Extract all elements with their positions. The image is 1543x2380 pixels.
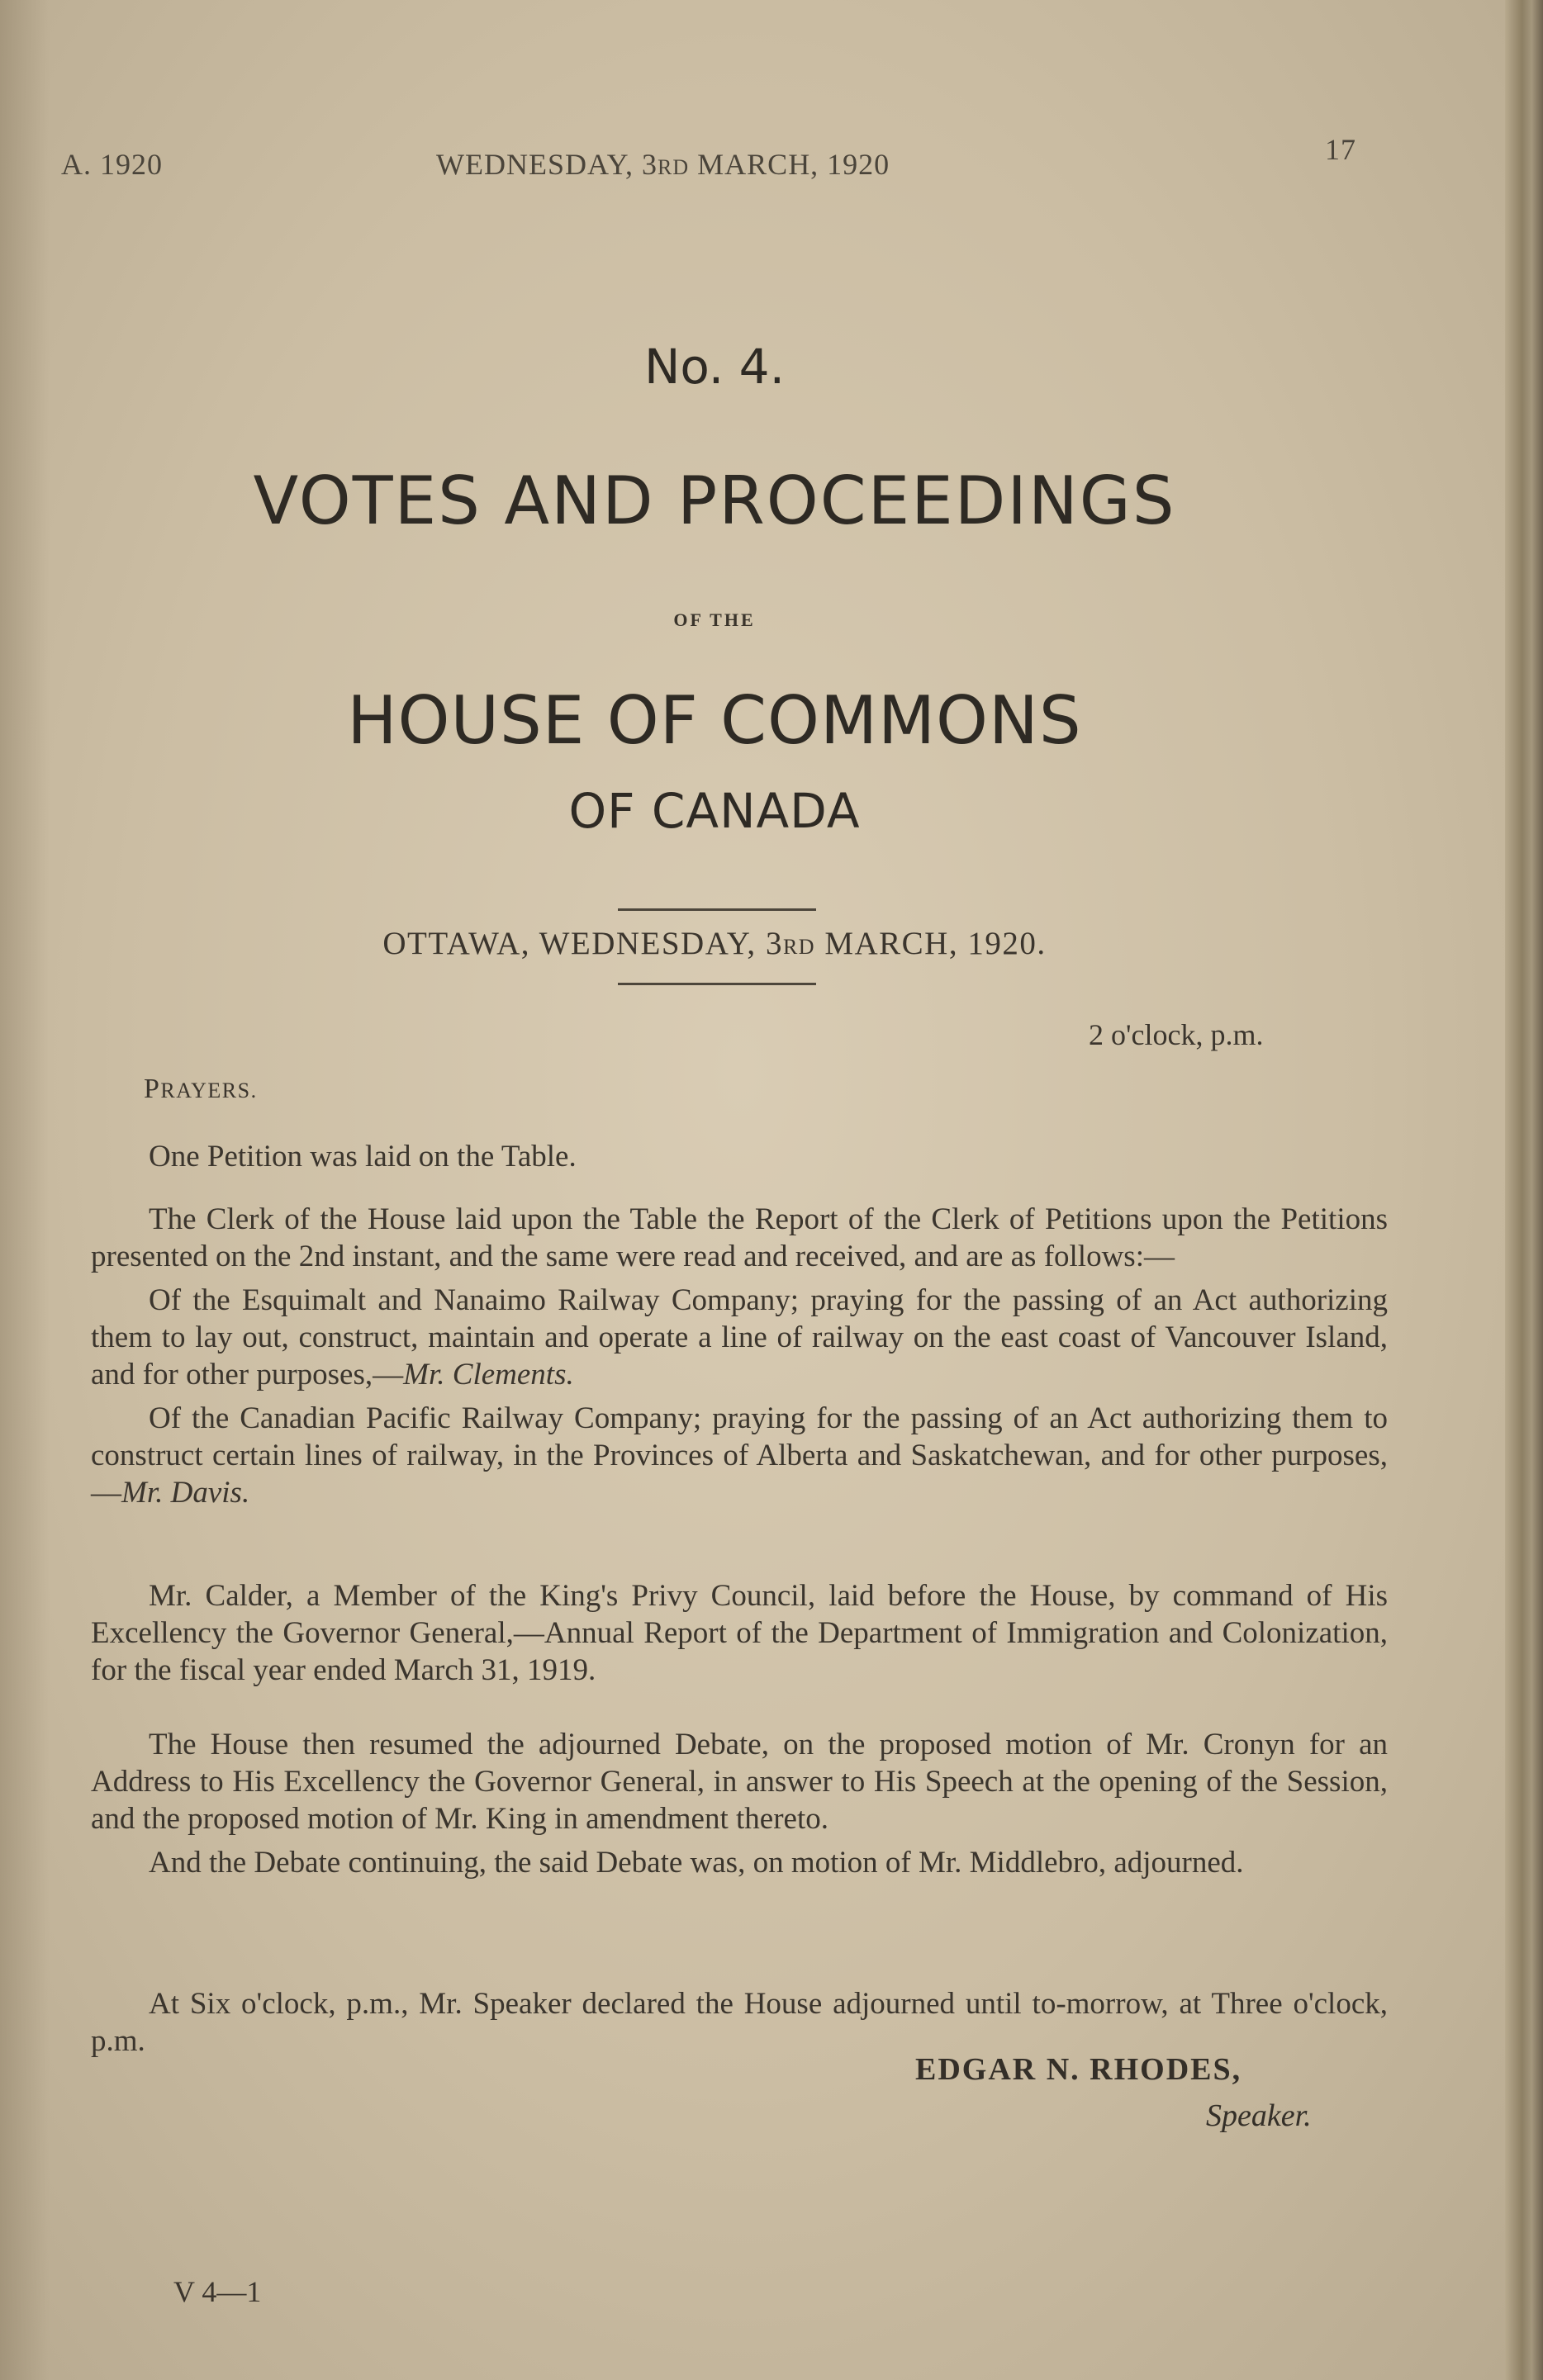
paragraph-clerk-report <box>91 1201 1388 1511</box>
page-edge <box>1505 0 1543 2380</box>
divider-bottom <box>618 983 816 985</box>
clerk-report-text: The Clerk of the House laid upon the Table the Report of the Clerk of Petitions upon the Petitions presented on the 2nd instant, and the same were read and received, and are as follows:— <box>91 1202 1388 1273</box>
running-head-left: A. 1920 <box>61 148 163 181</box>
paragraph-adjournment: At Six o'clock, p.m., Mr. Speaker declared the House adjourned until to-morrow, at Three o'clock, p.m. <box>91 1987 1388 2058</box>
debate-continuing: And the Debate continuing, the said Debate was, on motion of Mr. Middlebro, adjourned. <box>149 1846 1244 1880</box>
debate-text: The House then resumed the adjourned Debate, on the proposed motion of Mr. Cronyn for an Address to His Excellency the Governor General, in answer to His Speech at the opening of the Session, and the proposed motion of Mr. King in amendment thereto. <box>91 1728 1388 1836</box>
signature-mark: V 4—1 <box>173 2275 262 2308</box>
petition-cpr: Of the Canadian Pacific Railway Company; praying for the passing of an Act authorizing them to construct certain lines of railway, in the Provinces of Alberta and Saskatchewan, and for other purposes,—Mr. Davis. <box>91 1401 1388 1510</box>
paragraph-petition: One Petition was laid on the Table. <box>149 1140 577 1173</box>
page-number: 17 <box>1325 133 1356 166</box>
sitting-time: 2 o'clock, p.m. <box>1089 1018 1264 1051</box>
petition-esquimalt: Of the Esquimalt and Nanaimo Railway Company; praying for the passing of an Act authorizing them to lay out, construct, maintain and operate a line of railway on the east coast of Vancouver Island, and for other purposes,—Mr. Clements. <box>91 1283 1388 1391</box>
divider-top <box>618 908 816 911</box>
signature-title: Speaker. <box>1206 2098 1312 2133</box>
paragraph-debate <box>91 1726 1388 1881</box>
title-of-canada: OF CANADA <box>568 783 861 839</box>
prayers-heading: PRAYERS. <box>144 1074 258 1104</box>
title-house-of-commons: HOUSE OF COMMONS <box>347 682 1082 759</box>
running-head-date: WEDNESDAY, 3RD MARCH, 1920 <box>436 148 890 181</box>
title-of-the: OF THE <box>673 609 756 630</box>
issue-number: No. 4. <box>643 339 786 395</box>
paragraph-calder: Mr. Calder, a Member of the King's Privy Council, laid before the House, by command of His Excellency the Governor General,—Annual Report of the Department of Immigration and Colonization, for the fiscal year ended March 31, 1919. <box>91 1579 1388 1687</box>
dateline: OTTAWA, WEDNESDAY, 3RD MARCH, 1920. <box>382 926 1047 961</box>
signature-name: EDGAR N. RHODES, <box>915 2052 1242 2087</box>
title-votes-and-proceedings: VOTES AND PROCEEDINGS <box>253 462 1176 539</box>
